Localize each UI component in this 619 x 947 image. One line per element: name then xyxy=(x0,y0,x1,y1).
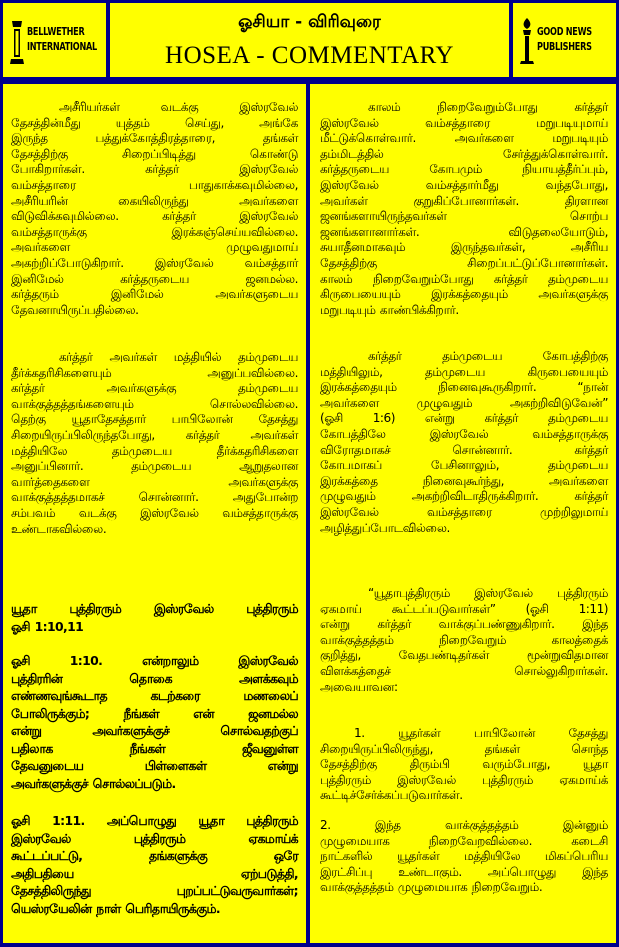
right-column xyxy=(310,84,616,943)
text-line: அவர்களை முழுவதுமாய் xyxy=(11,240,298,255)
text-line: அதிபதியை ஏற்படுத்தி, xyxy=(11,865,298,881)
text-line: வார்த்தைகளை அவர்களுக்கு xyxy=(11,474,298,489)
text-line: புத்திரரும் இஸ்ரவேல் புத்திரரும் ஏகமாய்க் xyxy=(320,772,608,787)
bellwether-logo-text xyxy=(27,25,97,55)
text-line: இரக்கத்தையும் நினைவுகூருகிறார். “நான் xyxy=(320,380,608,395)
text-line: அவர்கள் குறுகிப்போனார்கள். திரளான xyxy=(320,193,608,208)
text-line: வாக்குத்தத்தம் முழுமையாக நிறைவேறும். xyxy=(320,880,543,895)
text-line: தேவனுடைய பிள்ளைகள் என்று xyxy=(11,758,298,773)
left-column xyxy=(3,84,306,943)
text-line: வாக்குத்தத்தமாகச் சொன்னார். அதுபோன்ற xyxy=(11,490,298,505)
text-line: வம்சத்தாரை பாதுகாக்கவுமில்லை, xyxy=(11,177,298,192)
section-heading xyxy=(11,600,298,635)
text-line: இஸ்ரவேல் வம்சத்தாரை மறுபடியுமாய் xyxy=(320,115,608,130)
text-line: யூதா புத்திரரும் இஸ்ரவேல் புத்திரரும் xyxy=(11,601,298,616)
text-line: இஸ்ரவேல் வம்சத்தார்மீது வந்தபோது, xyxy=(320,177,608,192)
text-line: புத்திரரின் தொகை அளக்கவும் xyxy=(11,670,298,686)
text-line: 1. யூதர்கள் பாபிலோன் தேசத்து xyxy=(354,726,608,740)
text-line: சம்பவம் வடக்கு இஸ்ரவேல் வம்சத்தாருக்கு xyxy=(11,505,298,520)
text-line: மறுபடியும் காண்பிக்கிறார். xyxy=(320,302,459,317)
text-line: யெஸ்ரயேலின் நாள் பெரிதாயிருக்கும். xyxy=(11,900,220,916)
text-line: சிறையிருப்பிலிருந்தபோது, கர்த்தர் அவர்கள் xyxy=(11,427,298,442)
text-line: அனுப்பினார். தம்முடைய ஆறுதலான xyxy=(11,459,298,474)
text-line: கூட்டிச்சேர்க்கப்படுவார்கள். xyxy=(320,788,463,803)
text-line: அவர்களுக்குச் சொல்லப்படும். xyxy=(11,775,176,791)
numbered-point xyxy=(320,818,608,896)
text-line: விரோதமாகச் சொன்னார். கர்த்தர் xyxy=(320,442,608,457)
text-line: இருந்த பத்துக்கோத்திரத்தாரை, தங்கள் xyxy=(11,131,298,146)
text-line: மத்தியிலும், தம்முடைய கிருபையையும் xyxy=(320,364,608,379)
torch-logo-icon xyxy=(519,17,535,65)
bellwether-logo-box xyxy=(3,3,106,77)
logo-line-2: PUBLISHERS xyxy=(537,41,592,53)
text-line: கர்த்தர் தம்முடைய கோபத்திற்கு xyxy=(368,349,608,363)
title-box xyxy=(110,3,509,77)
text-line: காலம் நிறைவேறும்போது கர்த்தர் xyxy=(368,100,608,114)
text-line: அசீரியர்கள் வடக்கு இஸ்ரவேல் xyxy=(59,100,298,114)
text-line: கோபமாகப் பேசினாலும், தம்முடைய xyxy=(320,458,608,473)
page-title-english: HOSEA - COMMENTARY xyxy=(165,42,454,69)
text-line: ஜனங்களானார்கள். விடுதலையோடும், xyxy=(320,224,608,239)
text-line: என்று கர்த்தர் வாக்குப்பண்ணுகிறார். இந்த xyxy=(320,617,608,632)
text-line: அசீரியரின் கையிலிருந்து அவர்களை xyxy=(11,193,298,208)
logo-line-1: BELLWETHER xyxy=(27,26,85,38)
paragraph xyxy=(320,349,608,536)
text-line: விளக்கத்தைச் சொல்லுகிறார்கள். xyxy=(320,663,608,678)
paragraph xyxy=(320,100,608,318)
text-line: ஜனங்களாயிருந்தவர்கள் சொற்ப xyxy=(320,209,608,224)
text-line: சுயாதீனமாகவும் இருந்தவர்கள், அசீரிய xyxy=(320,240,608,255)
text-line: குறித்து, வேதபண்டிதர்கள் மூன்றுவிதமான xyxy=(320,648,608,663)
text-line: போலிருக்கும்; நீங்கள் என் ஜனமல்ல xyxy=(11,705,298,721)
text-line: “யூதாபுத்திரரும் இஸ்ரவேல் புத்திரரும் xyxy=(368,586,608,600)
logo-line-1: GOOD NEWS xyxy=(537,26,592,38)
text-line: வாக்குத்தத்தம் நிறைவேறும் காலத்தைக் xyxy=(320,632,608,647)
text-line: இனிமேல் கர்த்தருடைய ஜனமல்ல. xyxy=(11,271,298,286)
text-line: கோபத்திலே இஸ்ரவேல் வம்சத்தாருக்கு xyxy=(320,426,608,441)
text-line: அவையாவன: xyxy=(320,679,398,694)
text-line: மீட்டுக்கொள்வார். அவர்களை மறுபடியும் xyxy=(320,131,608,146)
text-line: (ஓசி 1:6) என்று கர்த்தர் தம்முடைய xyxy=(320,411,608,426)
text-line: பதிலாக நீங்கள் ஜீவனுள்ள xyxy=(11,740,298,756)
text-line: தெற்கு யூதாதேசத்தார் பாபிலோன் தேசத்து xyxy=(11,412,298,427)
scripture-verse xyxy=(11,812,298,917)
text-line: நாட்களில் யூதர்கள் மத்தியிலே மிகப்பெரிய xyxy=(320,849,608,864)
good-news-logo xyxy=(517,11,612,71)
text-line: ஓசி 1:10. என்றாலும் இஸ்ரவேல் xyxy=(11,653,298,668)
text-line: விடுவிக்கவுமில்லை. கர்த்தர் இஸ்ரவேல் xyxy=(11,209,298,224)
content-frame xyxy=(0,80,619,947)
paragraph xyxy=(11,100,298,318)
page-header xyxy=(0,0,619,80)
text-line: தேசத்தின்மீது யுத்தம் செய்து, அங்கே xyxy=(11,115,298,130)
text-line: காலம் நிறைவேறும்போது கர்த்தர் தம்முடைய xyxy=(320,271,608,286)
text-line: எண்ணவுங்கூடாத கடற்கரை மணலைப் xyxy=(11,688,298,703)
text-line: கர்த்தர் அவர்களுக்கு தம்முடைய xyxy=(11,381,298,396)
text-line: அழித்துப்போடவில்லை. xyxy=(320,520,450,535)
text-line: உண்டாகவில்லை. xyxy=(11,521,107,536)
text-line: தேவனாயிருப்பதில்லை. xyxy=(11,302,139,317)
text-line: முழுமையாக நிறைவேறவில்லை. கடைசி xyxy=(320,833,608,848)
text-line: தம்மிடத்தில் சேர்த்துக்கொள்வார். xyxy=(320,146,608,161)
numbered-point xyxy=(320,726,608,804)
paragraph xyxy=(11,350,298,537)
text-line: போகிறார்கள். கர்த்தர் இஸ்ரவேல் xyxy=(11,162,298,177)
text-line: இரட்சிப்பு உண்டாகும். அப்பொழுது இந்த xyxy=(320,864,608,879)
page-title-tamil: ஓசியா - விரிவுரை xyxy=(238,12,381,32)
text-line: அகற்றிப்போடுகிறார். இஸ்ரவேல் வம்சத்தார் xyxy=(11,255,298,270)
paragraph xyxy=(320,586,608,695)
scripture-verse xyxy=(11,652,298,792)
text-line: ஓசி 1:11. அப்பொழுது யூதா புத்திரரும் xyxy=(11,813,298,828)
text-line: வாக்குத்தத்தங்களையும் சொல்லவில்லை. xyxy=(11,396,298,411)
text-line: வம்சத்தாருக்கு இரக்கஞ்செய்யவில்லை. xyxy=(11,224,298,239)
good-news-logo-box xyxy=(513,3,616,77)
text-line: அவர்களை முழுவதும் அகற்றிவிடுவேன்” xyxy=(320,395,608,410)
text-line: தேசத்திற்கு சிறைப்பட்டுப்போனார்கள். xyxy=(320,255,608,270)
logo-line-2: INTERNATIONAL xyxy=(27,41,97,53)
text-line: கர்த்தர் அவர்கள் மத்தியில் தம்முடைய xyxy=(59,350,298,364)
ram-horn-logo-icon xyxy=(9,17,25,65)
text-line: மத்தியிலே தம்முடைய தீர்க்கதரிசிகளை xyxy=(11,443,298,458)
bellwether-logo xyxy=(7,11,102,71)
text-line: கர்த்தரும் இனிமேல் அவர்களுடைய xyxy=(11,287,298,302)
text-line: தேசத்திற்கு சிறைப்பிடித்து கொண்டு xyxy=(11,146,298,161)
text-line: கிருபையையும் இரக்கத்தையும் அவர்களுக்கு xyxy=(320,287,608,302)
text-line: சிறையிருப்பிலிருந்து, தங்கள் சொந்த xyxy=(320,741,608,756)
text-line: ஏகமாய் கூட்டப்படுவார்கள்” (ஓசி 1:11) xyxy=(320,601,608,616)
text-line: ஓசி 1:10,11 xyxy=(11,618,84,634)
good-news-logo-text xyxy=(537,25,592,55)
text-line: கர்த்தருடைய கோபமும் நியாயத்தீர்ப்பும், xyxy=(320,162,608,177)
text-line: இஸ்ரவேல் புத்திரரும் ஏகமாய்க் xyxy=(11,830,298,846)
text-line: தேசத்திலிருந்து புறப்பட்டுவருவார்கள்; xyxy=(11,883,298,898)
text-line: முழுவதும் அகற்றிவிடாதிருக்கிறார். கர்த்தர் xyxy=(320,489,608,504)
text-line: தேசத்திற்கு திரும்பி வரும்போது, யூதா xyxy=(320,757,608,772)
text-line: தீர்க்கதரிசிகளையும் அனுப்பவில்லை. xyxy=(11,365,298,380)
text-line: கூட்டப்பட்டு, தங்களுக்கு ஒரே xyxy=(11,848,298,863)
text-line: 2. இந்த வாக்குத்தத்தம் இன்னும் xyxy=(320,818,608,832)
text-line: இஸ்ரவேல் வம்சத்தாரை முற்றிலுமாய் xyxy=(320,504,608,519)
text-line: இரக்கத்தை நினைவுகூர்ந்து, அவர்களை xyxy=(320,473,608,488)
text-line: என்று அவர்களுக்குச் சொல்வதற்குப் xyxy=(11,723,298,738)
